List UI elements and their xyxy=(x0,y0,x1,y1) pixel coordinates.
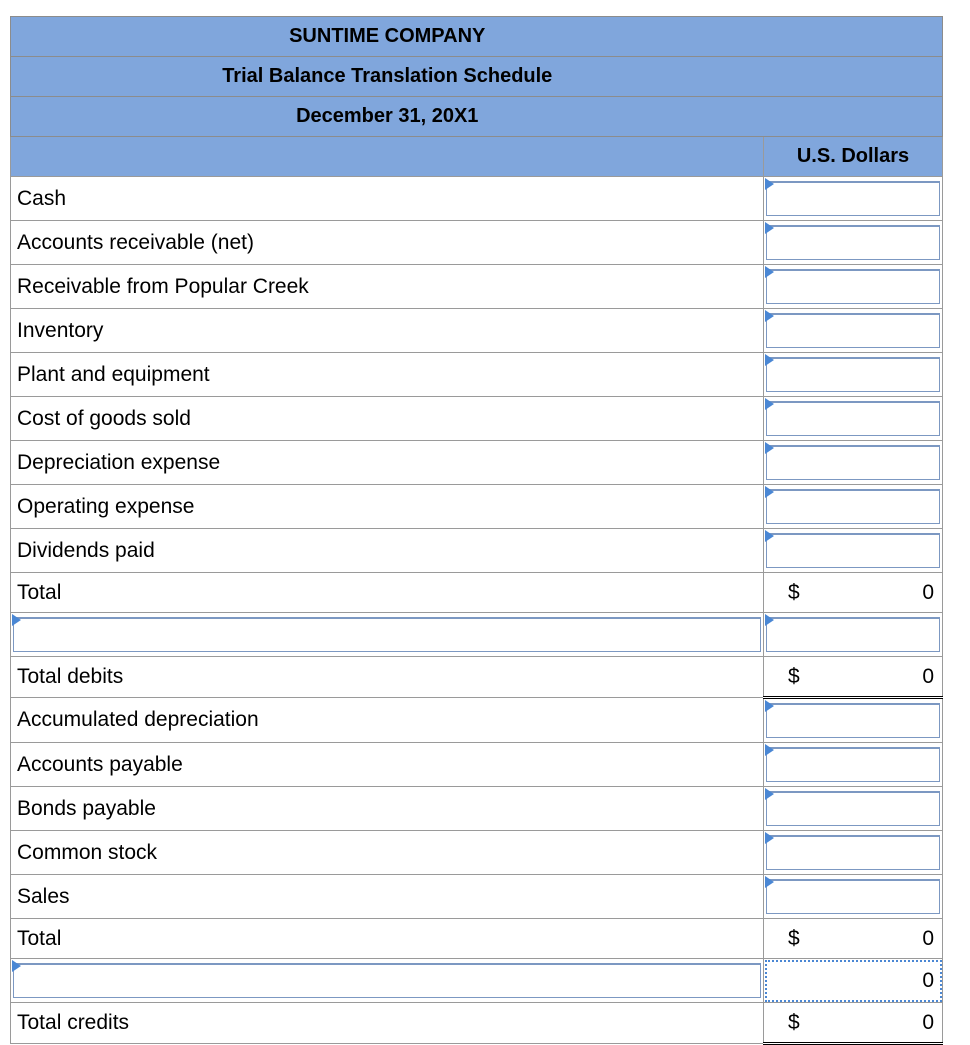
row-label-dividends-paid: Dividends paid xyxy=(11,529,764,573)
currency-symbol: $ xyxy=(788,580,800,604)
total-credits-label: Total credits xyxy=(11,1003,764,1044)
currency-symbol: $ xyxy=(788,926,800,950)
total-debits-value: 0 xyxy=(922,664,934,688)
debit-subtotal-cell xyxy=(764,573,943,613)
debit-subtotal-value: 0 xyxy=(922,580,934,604)
dropdown-marker-icon xyxy=(765,398,774,410)
dropdown-marker-icon xyxy=(765,530,774,542)
bonds-payable-usd-input[interactable] xyxy=(766,791,940,826)
accounts-payable-usd-input[interactable] xyxy=(766,747,940,782)
accounts-receivable-usd-input[interactable] xyxy=(766,225,940,260)
trial-balance-table xyxy=(10,16,943,1045)
dropdown-marker-icon xyxy=(765,486,774,498)
dropdown-marker-icon xyxy=(765,832,774,844)
common-stock-usd-input[interactable] xyxy=(766,835,940,870)
usd-column-header: U.S. Dollars xyxy=(764,137,943,177)
dropdown-marker-icon xyxy=(12,614,21,626)
dropdown-marker-icon xyxy=(765,876,774,888)
row-label-receivable-popular-creek: Receivable from Popular Creek xyxy=(11,265,764,309)
credit-adjustment-value: 0 xyxy=(922,968,934,992)
label-column-header xyxy=(11,137,764,177)
credit-adjustment-label-input[interactable] xyxy=(13,963,761,998)
debit-adjustment-usd-input[interactable] xyxy=(766,617,940,652)
row-label-inventory: Inventory xyxy=(11,309,764,353)
cash-usd-input[interactable] xyxy=(766,181,940,216)
dropdown-marker-icon xyxy=(765,310,774,322)
row-label-depreciation-expense: Depreciation expense xyxy=(11,441,764,485)
row-label-cost-of-goods-sold: Cost of goods sold xyxy=(11,397,764,441)
operating-expense-usd-input[interactable] xyxy=(766,489,940,524)
dropdown-marker-icon xyxy=(765,744,774,756)
dropdown-marker-icon xyxy=(765,442,774,454)
sales-usd-input[interactable] xyxy=(766,879,940,914)
debit-adjustment-label-input[interactable] xyxy=(13,617,761,652)
total-debits-cell xyxy=(764,657,943,698)
accumulated-depreciation-usd-input[interactable] xyxy=(766,703,940,738)
depreciation-expense-usd-input[interactable] xyxy=(766,445,940,480)
row-label-cash: Cash xyxy=(11,177,764,221)
total-credits-value: 0 xyxy=(922,1010,934,1034)
credit-adjustment-cell[interactable] xyxy=(764,959,943,1003)
company-name: SUNTIME COMPANY xyxy=(11,17,764,57)
currency-symbol: $ xyxy=(788,664,800,688)
debit-subtotal-label: Total xyxy=(11,573,764,613)
credit-subtotal-cell xyxy=(764,919,943,959)
dropdown-marker-icon xyxy=(12,960,21,972)
row-label-bonds-payable: Bonds payable xyxy=(11,787,764,831)
dropdown-marker-icon xyxy=(765,700,774,712)
cost-of-goods-sold-usd-input[interactable] xyxy=(766,401,940,436)
inventory-usd-input[interactable] xyxy=(766,313,940,348)
receivable-popular-creek-usd-input[interactable] xyxy=(766,269,940,304)
row-label-common-stock: Common stock xyxy=(11,831,764,875)
total-debits-label: Total debits xyxy=(11,657,764,698)
schedule-title: Trial Balance Translation Schedule xyxy=(11,57,764,97)
row-label-sales: Sales xyxy=(11,875,764,919)
total-credits-cell xyxy=(764,1003,943,1044)
credit-subtotal-value: 0 xyxy=(922,926,934,950)
currency-symbol: $ xyxy=(788,1010,800,1034)
dropdown-marker-icon xyxy=(765,788,774,800)
row-label-accumulated-depreciation: Accumulated depreciation xyxy=(11,698,764,743)
dropdown-marker-icon xyxy=(765,222,774,234)
credit-subtotal-label: Total xyxy=(11,919,764,959)
row-label-accounts-payable: Accounts payable xyxy=(11,743,764,787)
plant-equipment-usd-input[interactable] xyxy=(766,357,940,392)
row-label-plant-equipment: Plant and equipment xyxy=(11,353,764,397)
dropdown-marker-icon xyxy=(765,354,774,366)
row-label-operating-expense: Operating expense xyxy=(11,485,764,529)
dropdown-marker-icon xyxy=(765,178,774,190)
dividends-paid-usd-input[interactable] xyxy=(766,533,940,568)
dropdown-marker-icon xyxy=(765,614,774,626)
row-label-accounts-receivable: Accounts receivable (net) xyxy=(11,221,764,265)
dropdown-marker-icon xyxy=(765,266,774,278)
schedule-date: December 31, 20X1 xyxy=(11,97,764,137)
